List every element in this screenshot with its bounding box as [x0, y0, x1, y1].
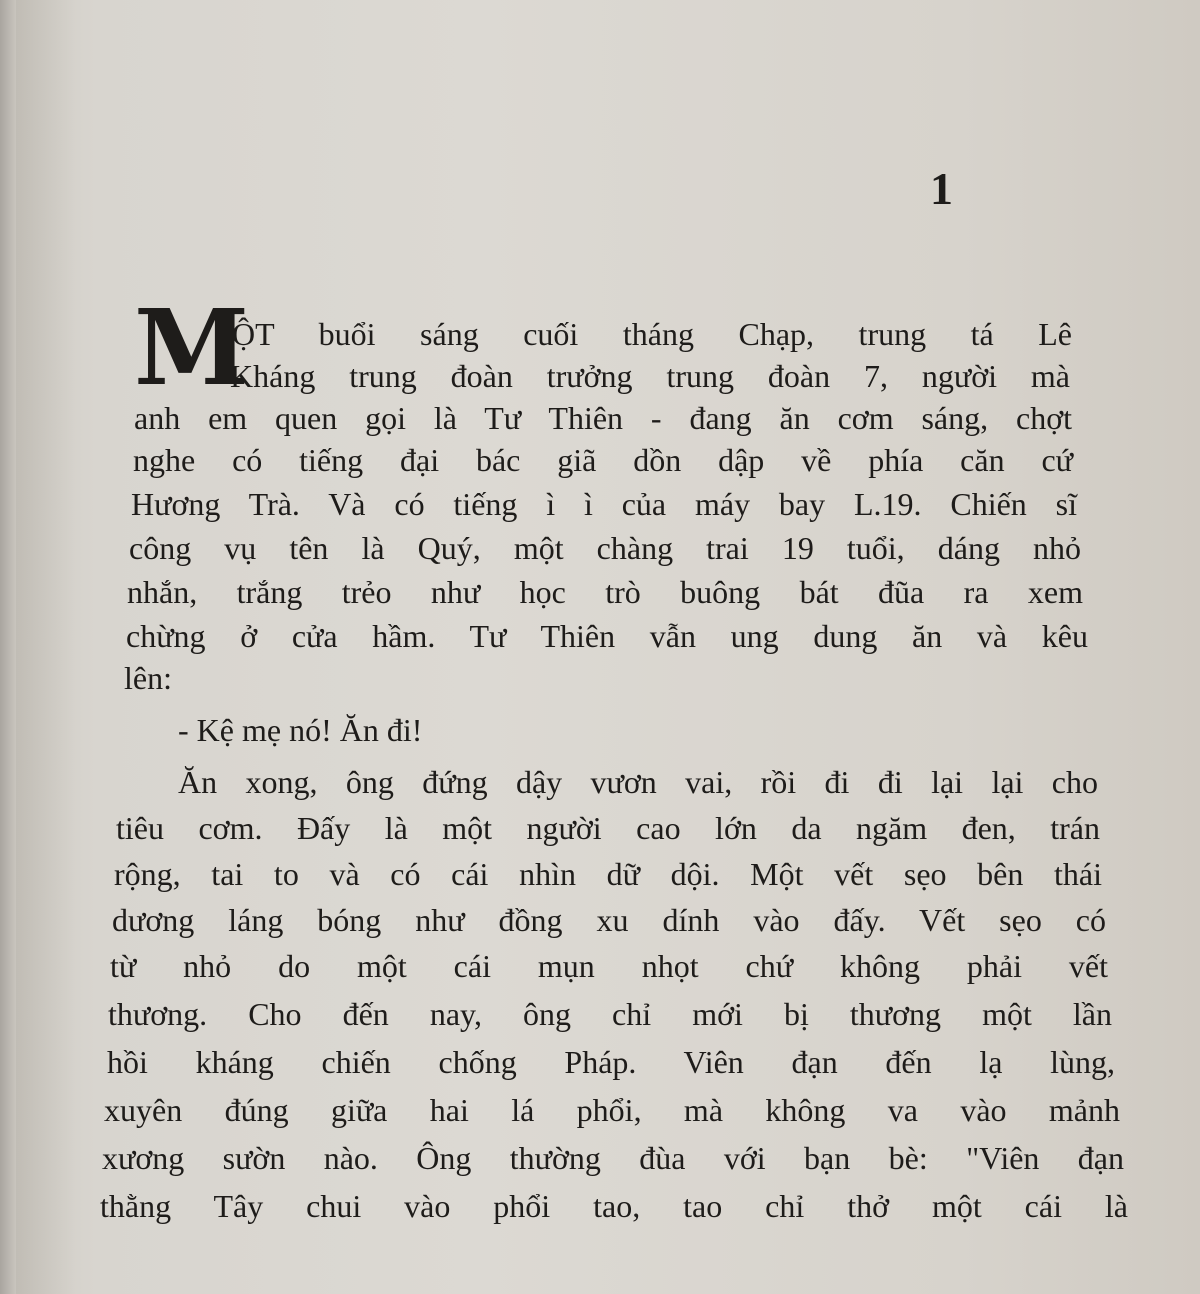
text-line-12: tiêu cơm. Đấy là một người cao lớn da ngăm đen, trán [116, 810, 1100, 846]
text-line-1: ỘT buổi sáng cuối tháng Chạp, trung tá Lê [232, 316, 1072, 352]
text-line-5: Hương Trà. Và có tiếng ì ì của máy bay L.19. Chiến sĩ [131, 486, 1077, 522]
text-line-11: Ăn xong, ông đứng dậy vươn vai, rồi đi đi lại lại cho [178, 764, 1098, 800]
text-line-7: nhắn, trắng trẻo như học trò buông bát đũa ra xem [127, 574, 1083, 610]
text-line-8: chừng ở cửa hầm. Tư Thiên vẫn ung dung ăn và kêu [126, 618, 1088, 654]
text-line-18: xuyên đúng giữa hai lá phổi, mà không va vào mảnh [104, 1092, 1120, 1128]
text-line-19: xương sườn nào. Ông thường đùa với bạn bè: "Viên đạn [102, 1140, 1124, 1176]
text-line-4: nghe có tiếng đại bác giã dồn dập về phía căn cứ [133, 442, 1073, 478]
dialogue-line: - Kệ mẹ nó! Ăn đi! [178, 712, 423, 748]
drop-cap-letter: M [134, 286, 250, 409]
text-line-6: công vụ tên là Quý, một chàng trai 19 tuổi, dáng nhỏ [129, 530, 1081, 566]
text-line-16: thương. Cho đến nay, ông chỉ mới bị thương một lần [108, 996, 1112, 1032]
text-line-15: từ nhỏ do một cái mụn nhọt chứ không phải vết [110, 948, 1108, 984]
chapter-number: 1 [930, 163, 953, 214]
text-line-17: hồi kháng chiến chống Pháp. Viên đạn đến lạ lùng, [107, 1044, 1115, 1080]
text-line-20: thằng Tây chui vào phổi tao, tao chỉ thở một cái là [100, 1188, 1128, 1224]
text-line-2: Kháng trung đoàn trưởng trung đoàn 7, người mà [230, 358, 1070, 394]
text-line-14: dương láng bóng như đồng xu dính vào đấy. Vết sẹo có [112, 902, 1106, 938]
text-line-3: anh em quen gọi là Tư Thiên - đang ăn cơm sáng, chợt [134, 400, 1072, 436]
text-line-9: lên: [124, 660, 172, 696]
text-line-13: rộng, tai to và có cái nhìn dữ dội. Một vết sẹo bên thái [114, 856, 1102, 892]
page-edge [0, 0, 16, 1294]
page-shadow [16, 0, 76, 1294]
